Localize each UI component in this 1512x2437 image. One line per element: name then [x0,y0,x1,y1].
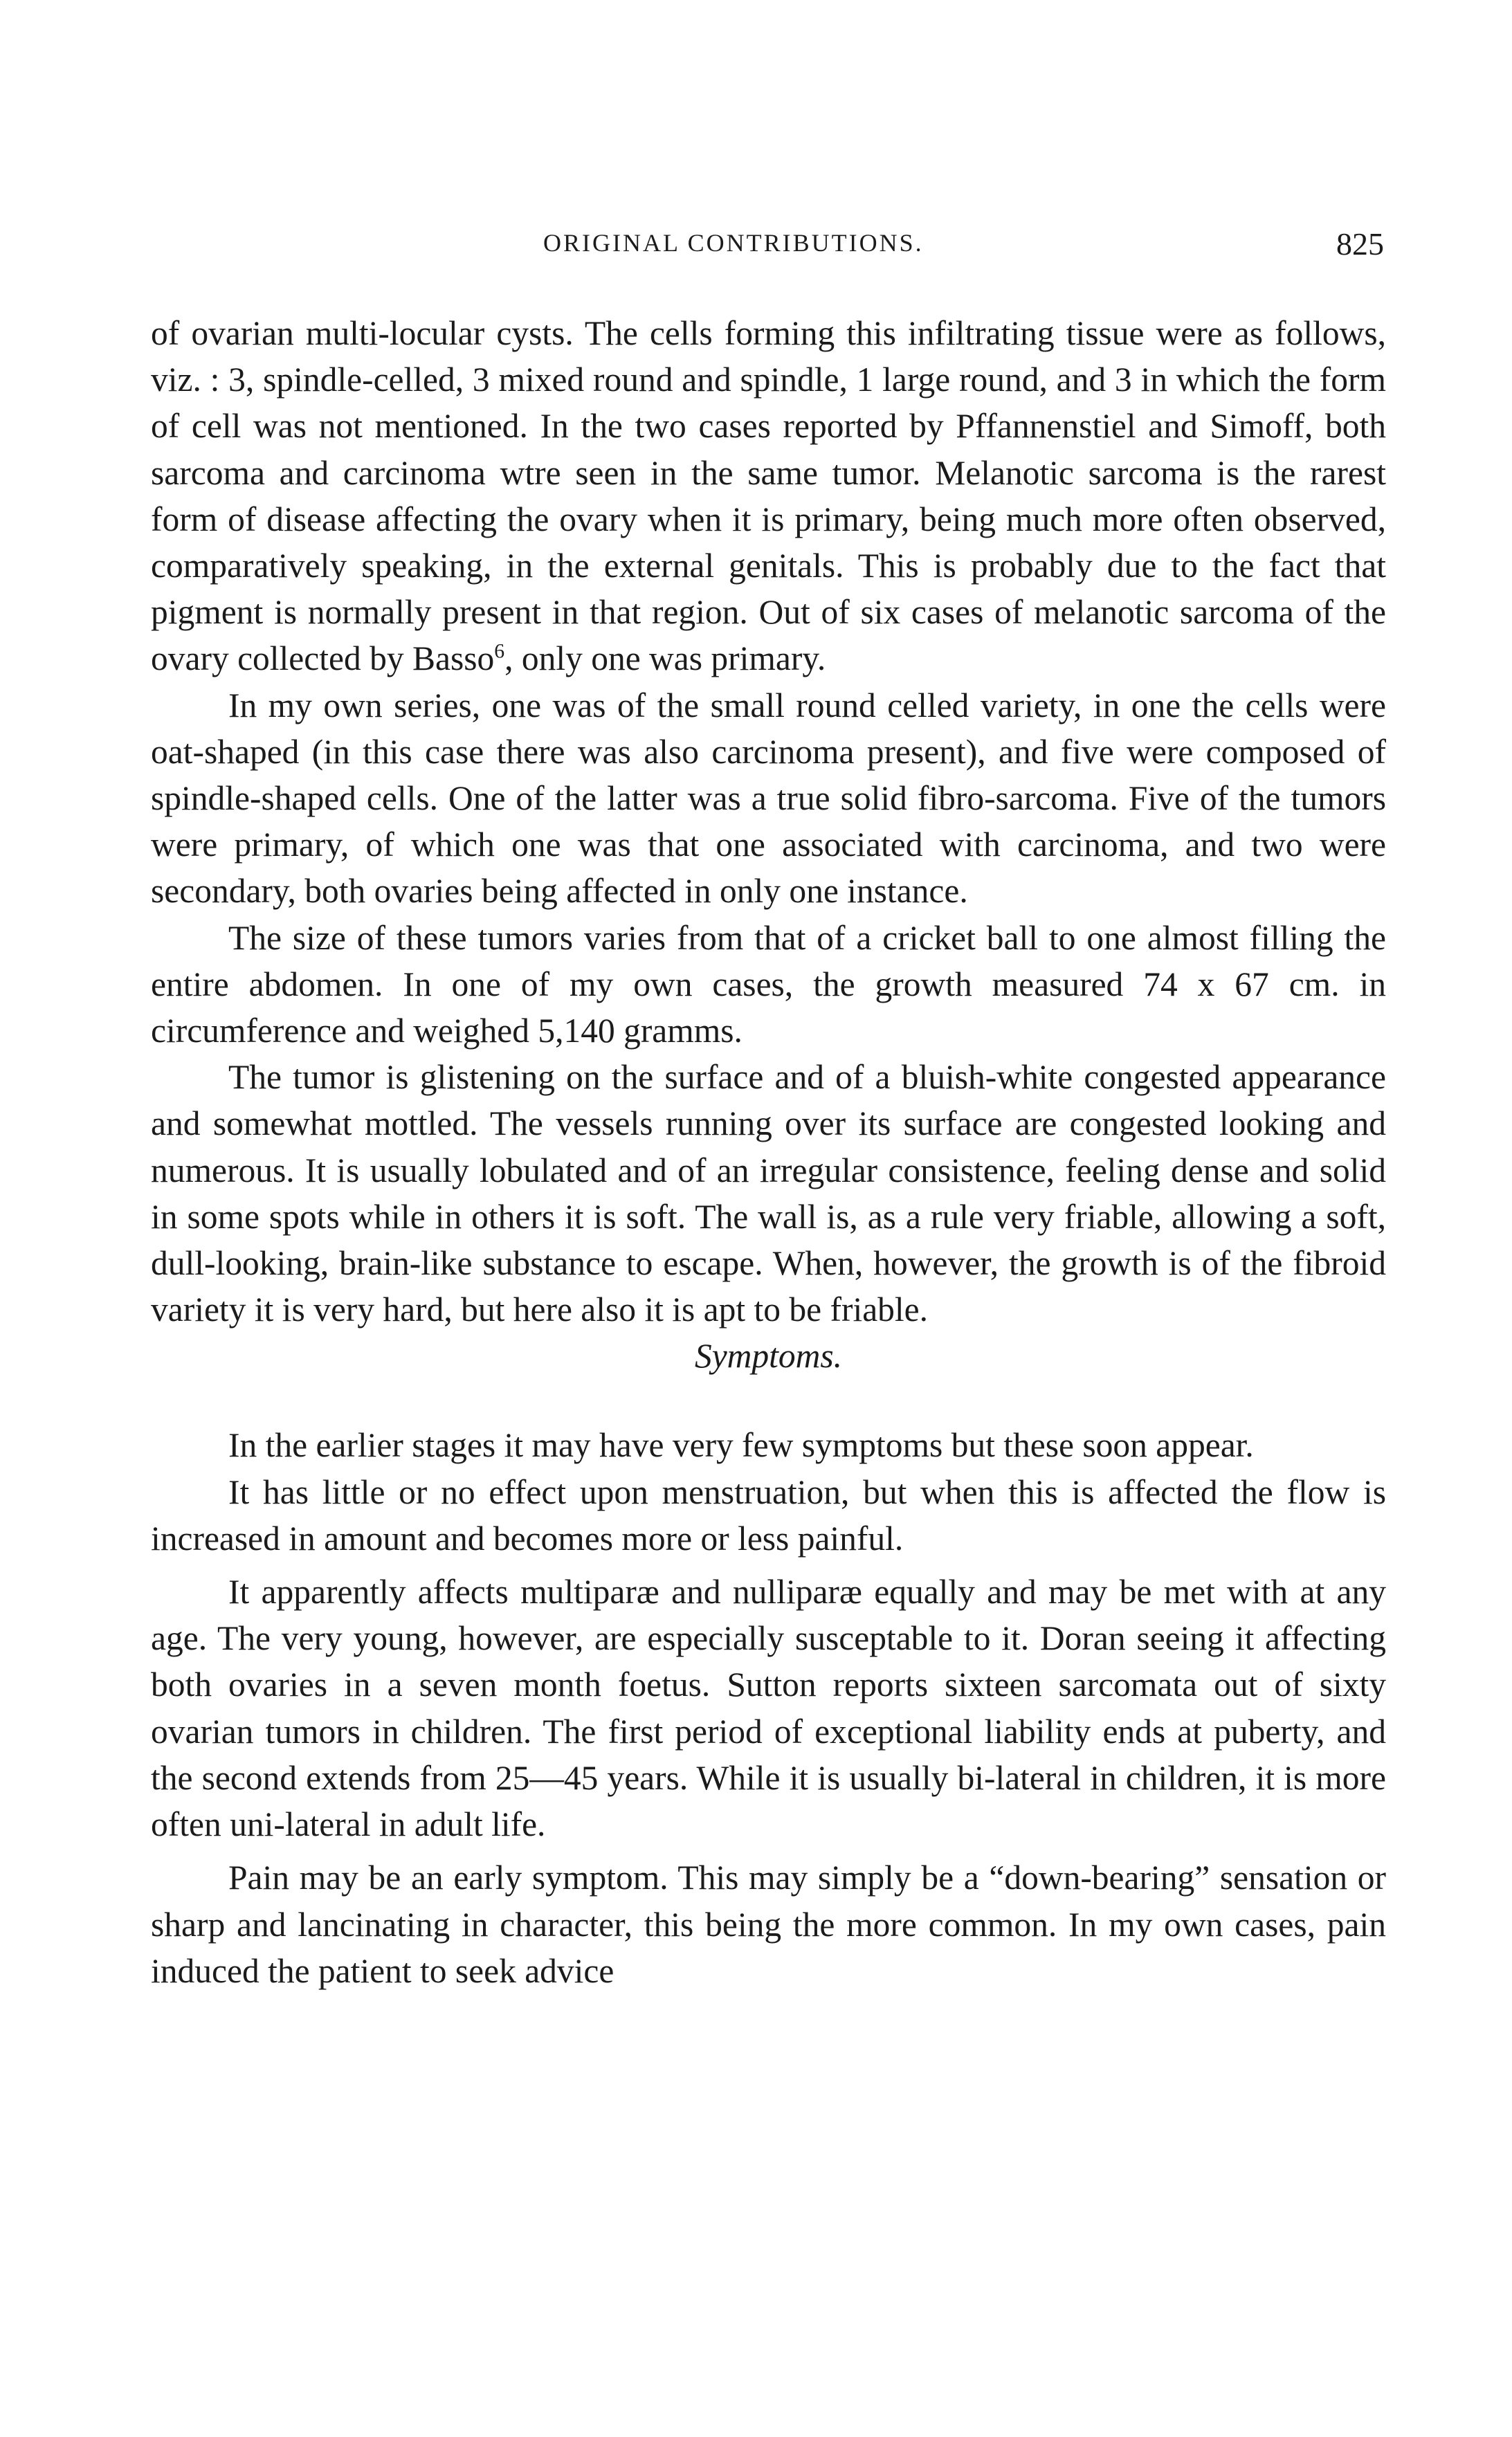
paragraph: The tumor is glistening on the surface and of a bluish-white congested appearance and somewhat mottled. The vessels running over its surface are congested looking and numerous. It is usually lobulated and of an irregular consistence, feeling dense and solid in some spots while in others it is soft. The wall is, as a rule very friable, allowing a soft, dull-looking, brain-like substance to escape. When, however, the growth is of the fibroid variety it is very hard, but here also it is apt to be friable. [151,1058,1386,1329]
paragraph: Pain may be an early symptom. This may simply be a “down-bearing” sensation or sharp and lancinating in character, this being the more common. In my own cases, pain induced the patient to seek advice [151,1859,1386,1990]
paragraph-continued [151,310,1386,682]
running-head: ORIGINAL CONTRIBUTIONS. [543,229,924,257]
section-heading: Symptoms. [694,1337,843,1376]
paragraph-text-tail: , only one was primary. [504,639,826,678]
body-text [151,310,1386,1994]
footnote-ref: 6 [494,640,505,663]
paragraph: It apparently affects multiparæ and nulliparæ equally and may be met with at any age. The very young, however, are especially susceptable to it. Doran seeing it affecting both ovaries in a seven month foetus. Sutton reports sixteen sarcomata out of sixty ovarian tumors in children. The first period of exceptional liability ends at puberty, and the second extends from 25—45 years. While it is usually bi-lateral in children, it is more often uni-lateral in adult life. [151,1573,1386,1844]
paragraph-text: of ovarian multi-locular cysts. The cells forming this infiltrating tissue were as follows, viz. : 3, spindle-celled, 3 mixed round and spindle, 1 large round, and 3 in which the form of cell was not mentioned. In the two cases reported by Pffannenstiel and Simoff, both sarcoma and carcinoma wtre seen in the same tumor. Melanotic sarcoma is the rarest form of disease affecting the ovary when it is primary, being much more often observed, comparatively speaking, in the external genitals. This is probably due to the fact that pigment is normally present in that region. Out of six cases of melanotic sarcoma of the ovary collected by Basso [151,314,1386,678]
paragraph: In the earlier stages it may have very few symptoms but these soon appear. [228,1426,1254,1465]
paragraph: In my own series, one was of the small round celled variety, in one the cells were oat-shaped (in this case there was also carcinoma present), and five were composed of spindle-shaped cells. One of the latter was a true solid fibro-sarcoma. Five of the tumors were primary, of which one was that one associated with carcinoma, and two were secondary, both ovaries being affected in only one instance. [151,686,1386,911]
paragraph: It has little or no effect upon menstruation, but when this is affected the flow is increased in amount and becomes more or less painful. [151,1472,1386,1558]
page-number: 825 [1336,226,1384,262]
paragraph: The size of these tumors varies from that of a cricket ball to one almost filling the entire abdomen. In one of my own cases, the growth measured 74 x 67 cm. in circumference and weighed 5,140 gramms. [151,918,1386,1050]
page-header [152,228,1384,270]
